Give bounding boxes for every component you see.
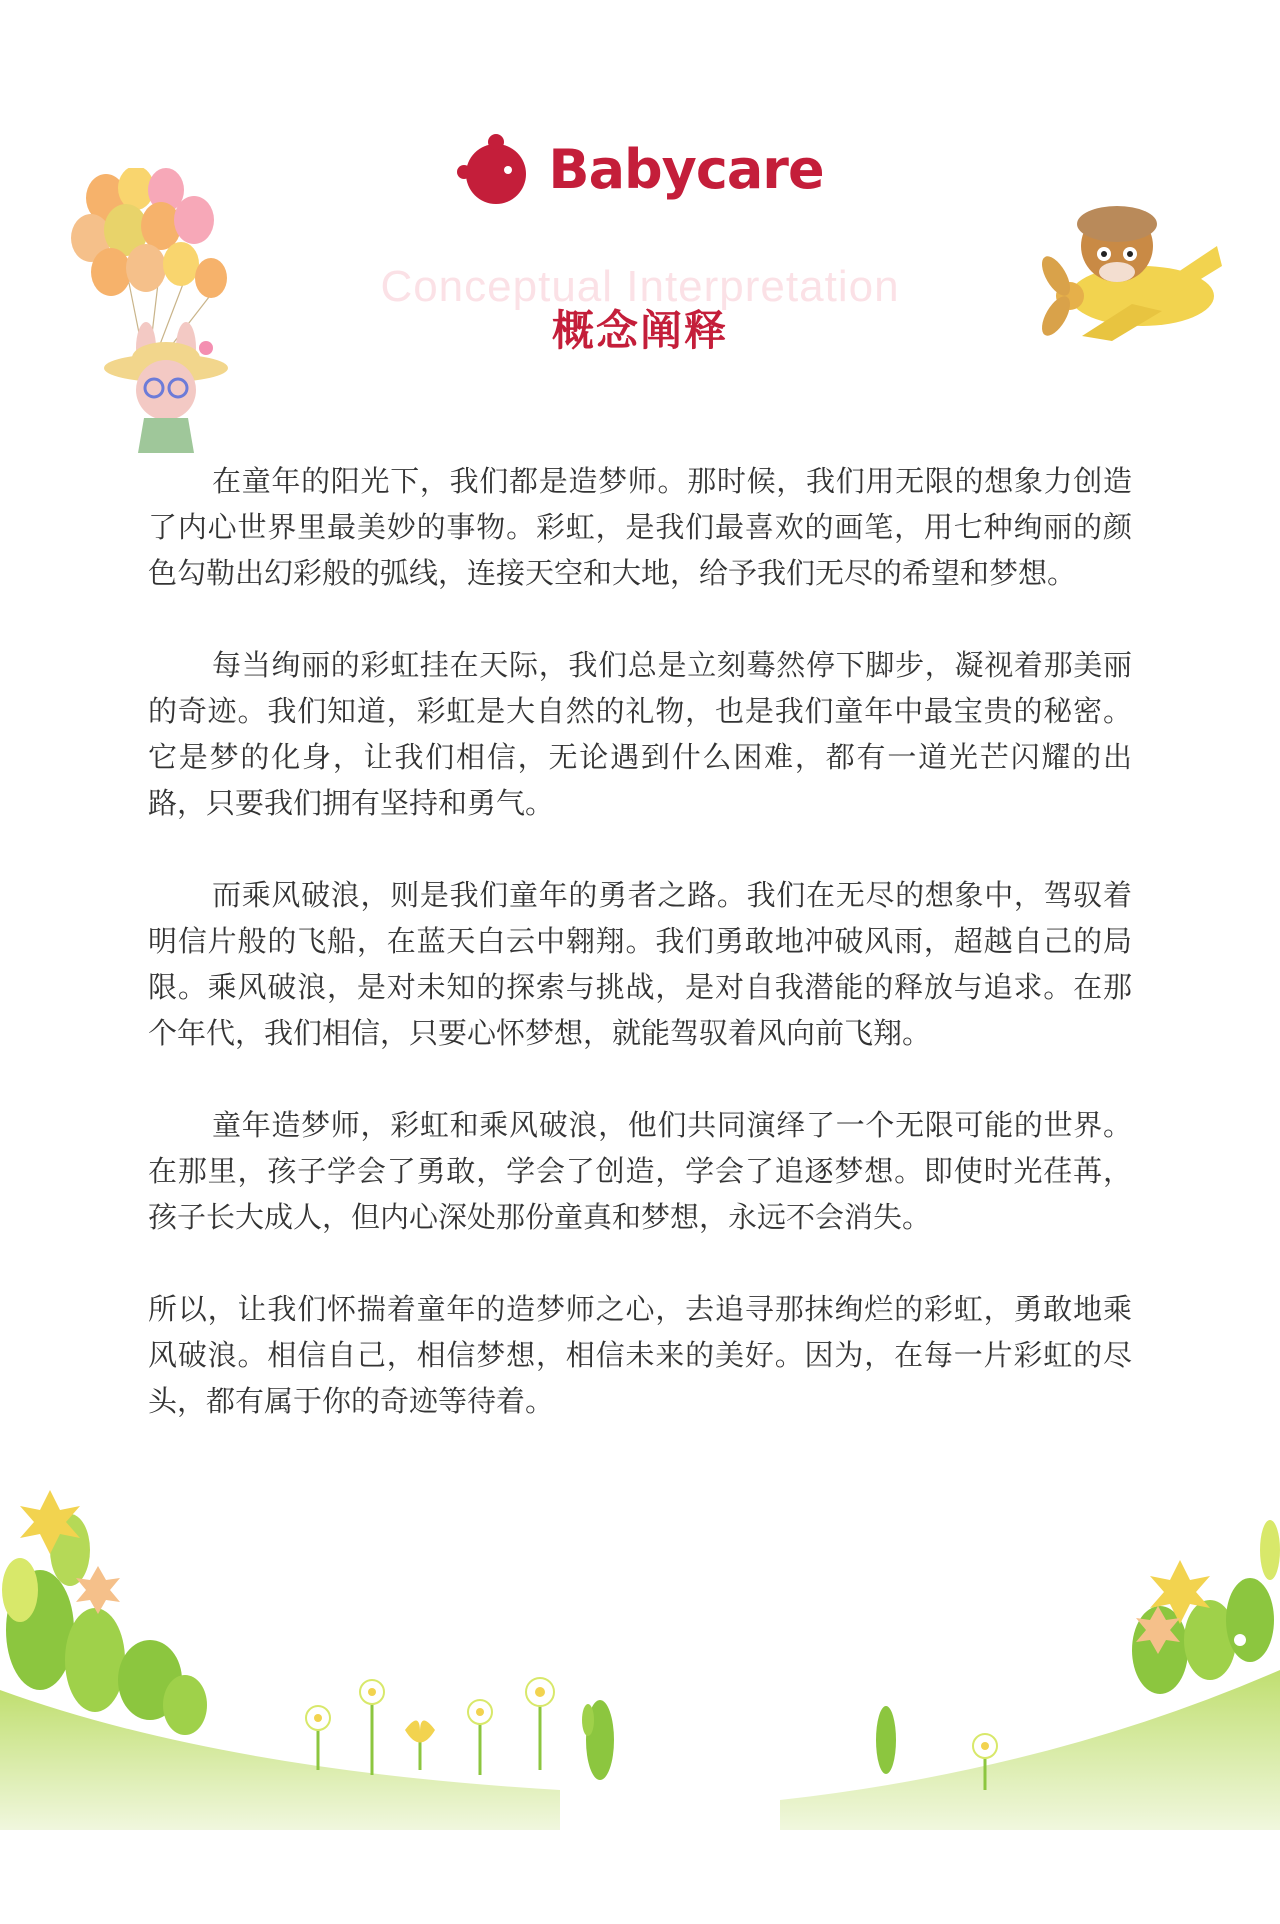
paragraph-2: 每当绚丽的彩虹挂在天际，我们总是立刻蓦然停下脚步，凝视着那美丽的奇迹。我们知道，彩虹是大自然的礼物，也是我们童年中最宝贵的秘密。它是梦的化身，让我们相信，无论遇到什么困难，都有一道光芒闪耀的出路，只要我们拥有坚持和勇气。 — [148, 648, 1132, 820]
plane-pilot-icon — [1022, 176, 1226, 356]
paragraph-1: 在童年的阳光下，我们都是造梦师。那时候，我们用无限的想象力创造了内心世界里最美妙的事物。彩虹，是我们最喜欢的画笔，用七种绚丽的颜色勾勒出幻彩般的弧线，连接天空和大地，给予我们无尽的希望和梦想。 — [148, 464, 1132, 590]
subtitle-english: Conceptual Interpretation — [380, 262, 900, 311]
plants-icon — [0, 1470, 1280, 1924]
logo-mark-icon — [456, 132, 534, 206]
page-title: 概念阐释 — [551, 306, 728, 355]
content-body — [148, 458, 1132, 1470]
paragraph-4: 童年造梦师，彩虹和乘风破浪，他们共同演绎了一个无限可能的世界。在那里，孩子学会了勇敢，学会了创造，学会了追逐梦想。即使时光荏苒，孩子长大成人，但内心深处那份童真和梦想，永远不会消失。 — [148, 1108, 1132, 1234]
brand-name: Babycare — [548, 137, 824, 201]
balloon-bunny-icon — [66, 168, 256, 458]
paragraph-3: 而乘风破浪，则是我们童年的勇者之路。我们在无尽的想象中，驾驭着明信片般的飞船，在蓝天白云中翱翔。我们勇敢地冲破风雨，超越自己的局限。乘风破浪，是对未知的探索与挑战，是对自我潜能的释放与追求。在那个年代，我们相信，只要心怀梦想，就能驾驭着风向前飞翔。 — [148, 878, 1132, 1050]
paragraph-5: 所以，让我们怀揣着童年的造梦师之心，去追寻那抹绚烂的彩虹，勇敢地乘风破浪。相信自己，相信梦想，相信未来的美好。因为，在每一片彩虹的尽头，都有属于你的奇迹等待着。 — [148, 1292, 1132, 1418]
